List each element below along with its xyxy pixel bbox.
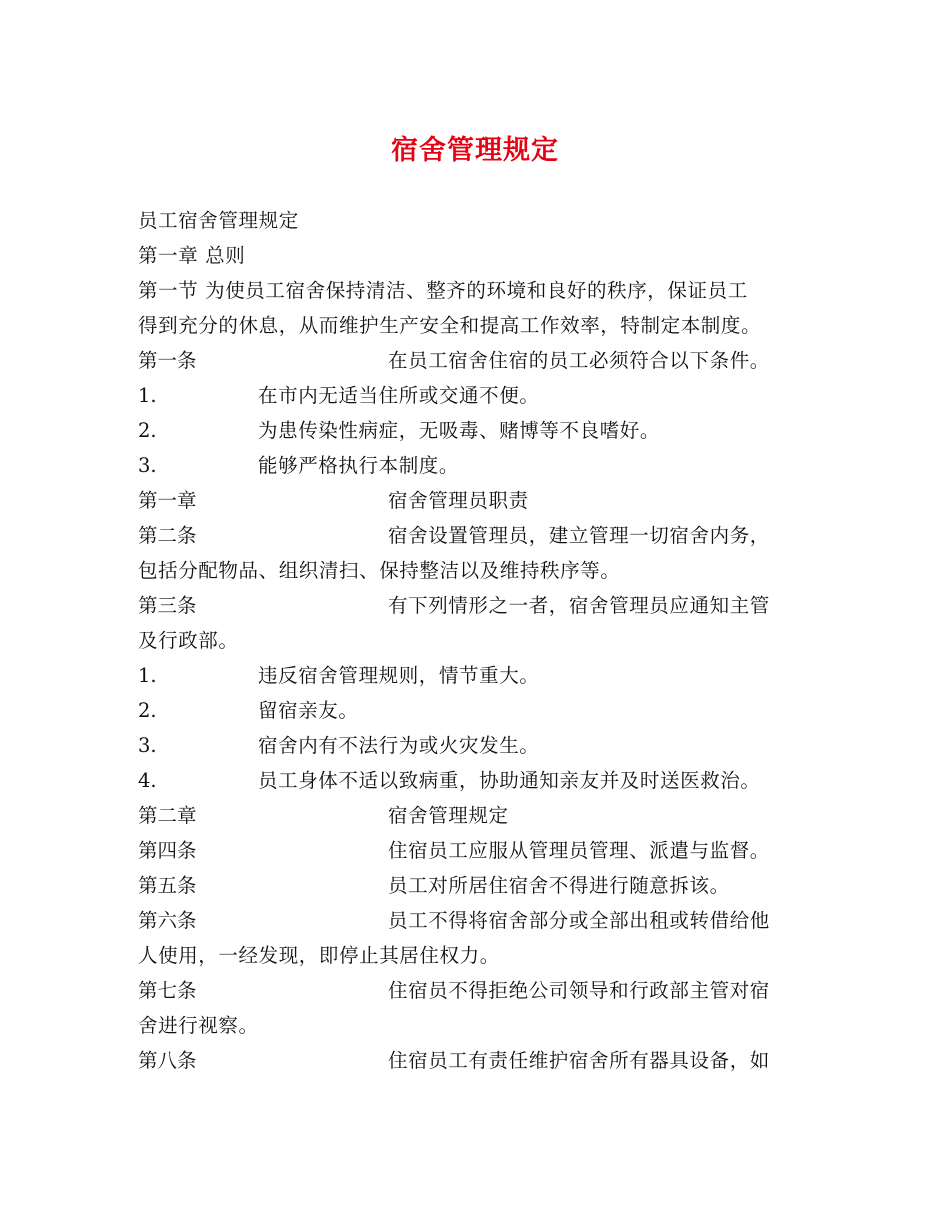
list-item [138,448,818,483]
article-line [138,868,818,903]
article-line [138,518,818,553]
chapter-heading: 宿舍管理员职责 [388,489,529,512]
text-line: 第一节 为使员工宿舍保持清洁、整齐的环境和良好的秩序，保证员工 [138,279,748,302]
chapter-line [138,483,818,518]
article-line [138,1043,818,1078]
list-item [138,658,818,693]
list-item [138,763,818,798]
list-item-content: 在市内无适当住所或交通不便。 [258,384,540,407]
text-line: 人使用，一经发现，即停止其居住权力。 [138,944,500,967]
article-label: 第六条 [138,909,197,932]
list-item-number: 3. [138,454,157,477]
list-item-number: 2. [138,699,157,722]
text-line: 及行政部。 [138,629,239,652]
chapter-line [138,798,818,833]
list-item-content: 宿舍内有不法行为或火灾发生。 [258,734,540,757]
article-line [138,833,818,868]
text-line: 得到充分的休息，从而维护生产安全和提高工作效率，特制定本制度。 [138,314,762,337]
article-content: 住宿员不得拒绝公司领导和行政部主管对宿 [388,979,770,1002]
list-item-number: 2. [138,419,157,442]
list-item [138,728,818,763]
list-item-content: 为患传染性病症，无吸毒、赌博等不良嗜好。 [258,419,661,442]
list-item-number: 1. [138,664,157,687]
list-item-content: 员工身体不适以致病重，协助通知亲友并及时送医救治。 [258,769,761,792]
article-label: 第五条 [138,874,197,897]
article-content: 有下列情形之一者，宿舍管理员应通知主管 [388,594,770,617]
list-item-number: 1. [138,384,157,407]
article-label: 第一条 [138,349,197,372]
article-label: 第七条 [138,979,197,1002]
article-content: 在员工宿舍住宿的员工必须符合以下条件。 [388,349,770,372]
article-content: 员工不得将宿舍部分或全部出租或转借给他 [388,909,770,932]
chapter-label: 第二章 [138,804,197,827]
article-content: 员工对所居住宿舍不得进行随意拆该。 [388,874,730,897]
text-line: 员工宿舍管理规定 [138,209,299,232]
article-label: 第四条 [138,839,197,862]
article-line [138,343,818,378]
text-line: 包括分配物品、组织清扫、保持整洁以及维持秩序等。 [138,559,621,582]
list-item [138,378,818,413]
article-content: 宿舍设置管理员，建立管理一切宿舍内务， [388,524,770,547]
list-item-number: 3. [138,734,157,757]
article-label: 第三条 [138,594,197,617]
document-title: 宿舍管理规定 [391,135,559,166]
chapter-heading: 宿舍管理规定 [388,804,509,827]
article-content: 住宿员工有责任维护宿舍所有器具设备，如 [388,1049,770,1072]
list-item-content: 违反宿舍管理规则，情节重大。 [258,664,540,687]
article-label: 第二条 [138,524,197,547]
list-item-content: 留宿亲友。 [258,699,359,722]
text-line: 舍进行视察。 [138,1014,259,1037]
list-item [138,413,818,448]
article-line [138,903,818,938]
chapter-label: 第一章 [138,489,197,512]
article-label: 第八条 [138,1049,197,1072]
article-line [138,588,818,623]
article-line [138,973,818,1008]
list-item-number: 4. [138,769,157,792]
text-line: 第一章 总则 [138,244,246,267]
list-item-content: 能够严格执行本制度。 [258,454,460,477]
article-content: 住宿员工应服从管理员管理、派遣与监督。 [388,839,770,862]
list-item [138,693,818,728]
document-body [138,203,818,1078]
